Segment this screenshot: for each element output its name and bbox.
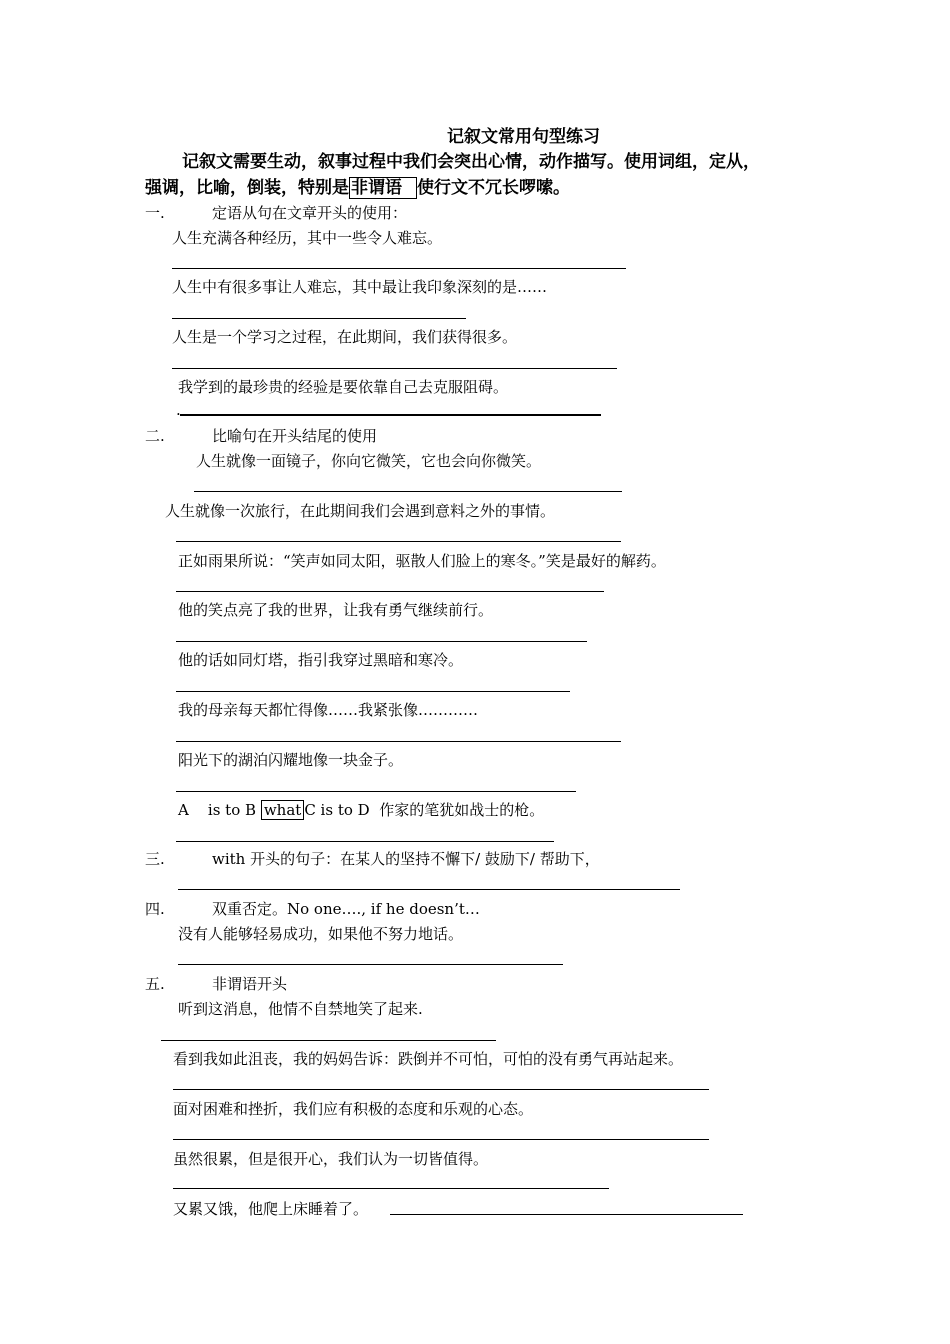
section-2-number: 二. (145, 427, 165, 445)
intro-line-2-end: 使行文不冗长啰嗦。 (417, 178, 570, 198)
exercise-prompt: 他的话如同灯塔，指引我穿过黑暗和寒冷。 (178, 651, 464, 669)
analogy-example: 作家的笔犹如战士的枪。 (379, 801, 545, 819)
exercise-prompt: 又累又饿，他爬上床睡着了。 (173, 1200, 369, 1218)
exercise-prompt: 人生就像一次旅行，在此期间我们会遇到意料之外的事情。 (165, 502, 556, 520)
exercise-prompt: 阳光下的湖泊闪耀地像一块金子。 (178, 751, 404, 769)
exercise-prompt: 面对困难和挫折，我们应有积极的态度和乐观的心态。 (173, 1100, 534, 1118)
exercise-prompt: 我的母亲每天都忙得像……我紧张像………… (178, 701, 479, 719)
section-5-number: 五. (145, 975, 165, 993)
answer-line (180, 414, 601, 416)
answer-line (176, 841, 554, 842)
page-title: 记叙文常用句型练习 (447, 127, 600, 147)
exercise-prompt: 人生充满各种经历，其中一些令人难忘。 (172, 229, 443, 247)
exercise-prompt: 正如雨果所说：“笑声如同太阳，驱散人们脸上的寒冬。”笑是最好的解药。 (178, 552, 666, 570)
section-4-heading: 双重否定。No one…., if he doesn’t… (212, 900, 480, 918)
answer-line (172, 368, 617, 369)
answer-line (172, 318, 466, 319)
answer-line (176, 541, 621, 542)
section-5-heading: 非谓语开头 (212, 975, 288, 993)
section-2-heading: 比喻句在开头结尾的使用 (212, 427, 378, 445)
answer-line (390, 1214, 743, 1215)
answer-line (178, 964, 563, 965)
answer-line (176, 641, 587, 642)
answer-line (176, 791, 576, 792)
answer-line (173, 1089, 709, 1090)
section-3-heading: with 开头的句子：在某人的坚持不懈下/ 鼓励下/ 帮助下， (212, 850, 600, 868)
intro-line-2 (145, 177, 570, 199)
exercise-prompt: 看到我如此沮丧，我的妈妈告诉：跌倒并不可怕，可怕的没有勇气再站起来。 (173, 1050, 684, 1068)
answer-line (176, 691, 570, 692)
exercise-prompt: 人生就像一面镜子，你向它微笑，它也会向你微笑。 (196, 452, 542, 470)
intro-line-2-start: 强调，比喻，倒装，特别是 (145, 178, 349, 198)
section-1-heading: 定语从句在文章开头的使用： (212, 204, 408, 222)
section-1-number: 一. (145, 204, 165, 222)
answer-line (176, 741, 621, 742)
section-3-number: 三. (145, 850, 165, 868)
analogy-box: what (261, 800, 304, 820)
analogy-is-to-b: is to B (207, 801, 257, 819)
answer-line (178, 889, 680, 890)
answer-line (172, 268, 626, 269)
analogy-a: A (178, 801, 189, 819)
stray-period: . (176, 401, 181, 419)
answer-line (161, 1040, 496, 1041)
exercise-prompt: 没有人能够轻易成功，如果他不努力地话。 (178, 925, 464, 943)
exercise-prompt: 虽然很累，但是很开心，我们认为一切皆值得。 (173, 1150, 489, 1168)
answer-line (173, 1188, 609, 1189)
analogy-prompt (178, 800, 544, 820)
answer-line (194, 491, 622, 492)
exercise-prompt: 人生是一个学习之过程，在此期间，我们获得很多。 (172, 328, 518, 346)
answer-line (173, 1139, 709, 1140)
exercise-prompt: 人生中有很多事让人难忘，其中最让我印象深刻的是…… (172, 278, 548, 296)
exercise-prompt: 他的笑点亮了我的世界，让我有勇气继续前行。 (178, 601, 494, 619)
highlight-box: 非谓语 (349, 177, 417, 199)
exercise-prompt: 我学到的最珍贵的经验是要依靠自己去克服阻碍。 (178, 378, 509, 396)
answer-line (176, 591, 604, 592)
section-4-number: 四. (145, 900, 165, 918)
exercise-prompt: 听到这消息，他情不自禁地笑了起来. (178, 1000, 423, 1018)
analogy-c: C is to D (304, 801, 370, 819)
intro-line-1: 记叙文需要生动，叙事过程中我们会突出心情，动作描写。使用词组，定从， (182, 152, 760, 172)
